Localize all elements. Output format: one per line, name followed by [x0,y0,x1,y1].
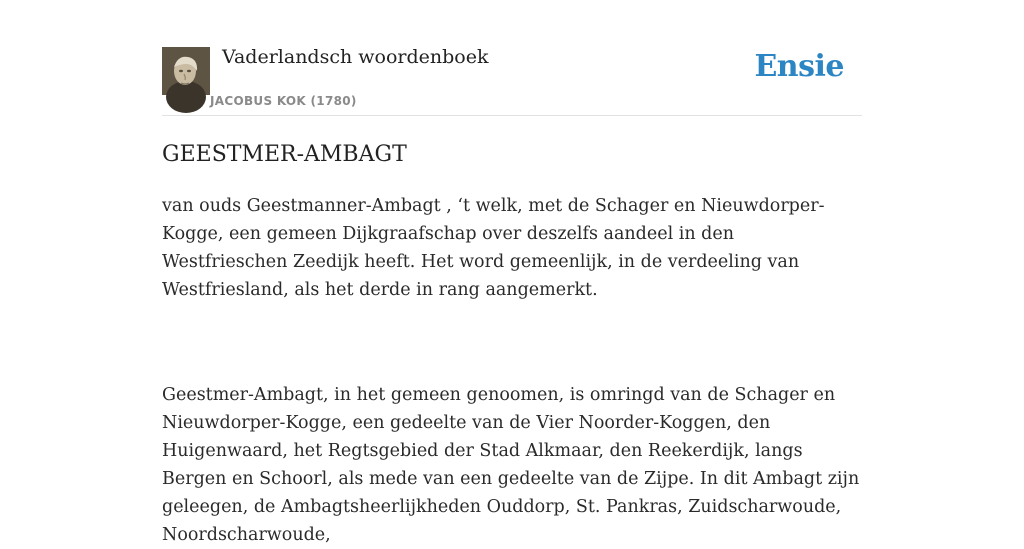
book-title[interactable]: Vaderlandsch woordenboek [222,46,489,68]
article [162,140,862,549]
header [162,0,862,116]
ensie-logo[interactable]: Ensie [754,49,844,84]
author-name: JACOBUS KOK (1780) [210,94,357,108]
author-portrait-icon [162,47,210,95]
author-avatar[interactable] [162,47,210,95]
article-paragraph: Geestmer-Ambagt, in het gemeen genoomen, is omringd van de Schager en Nieuwdorper-Kogge, een gedeelte van de Vier Noorder-Koggen, den Huigenwaard, het Regtsgebied der Stad Alkmaar, den Reekerdijk, langs Bergen en Schoorl, als mede van een gedeelte van de Zijpe. In dit Ambagt zijn geleegen, de Ambagtsheerlijkheden Ouddorp, St. Pankras, Zuidscharwoude, Noordscharwoude, [162,385,860,545]
article-paragraph: van ouds Geestmanner-Ambagt , ‘t welk, met de Schager en Nieuwdorper-Kogge, een gemeen Dijkgraafschap over deszelfs aandeel in den Westfrieschen Zeedijk heeft. Het word gemeenlijk, in de verdeeling van Westfriesland, als het derde in rang aangemerkt. [162,196,825,300]
entry-title: GEESTMER-AMBAGT [162,142,407,167]
